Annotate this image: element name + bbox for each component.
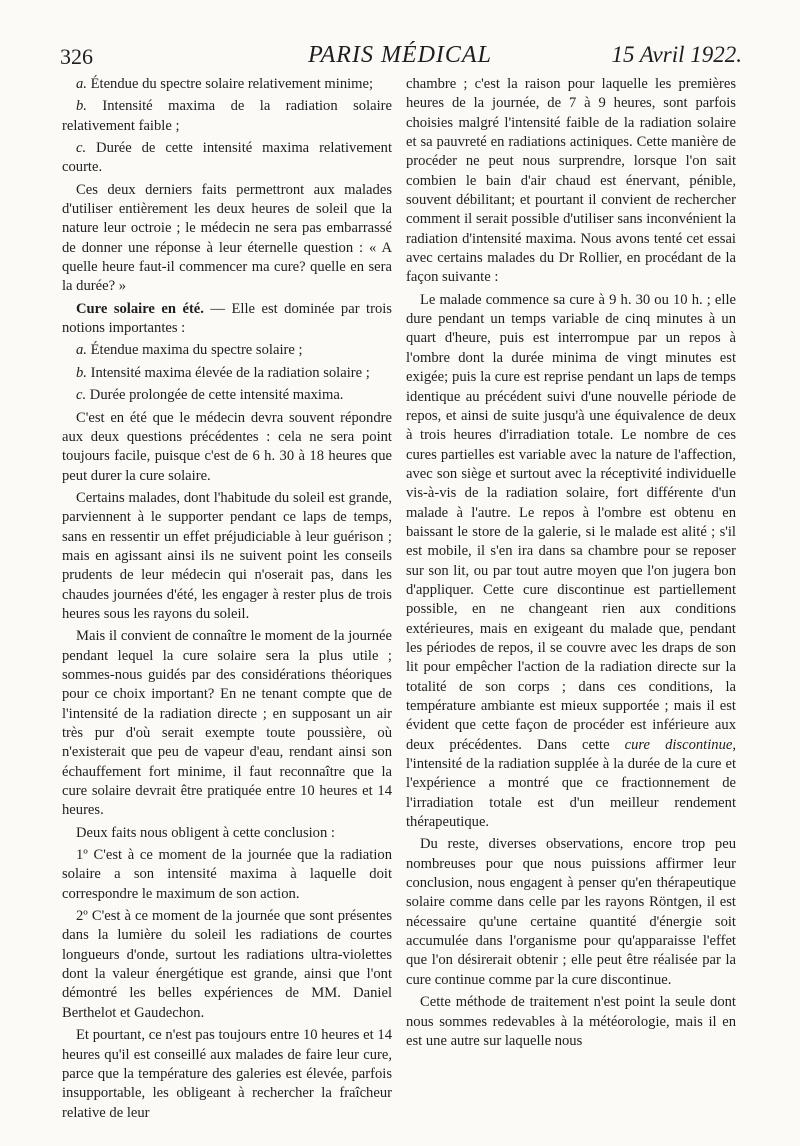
paragraph bbox=[62, 824, 392, 843]
journal-title: PARIS MÉDICAL bbox=[308, 42, 492, 68]
paragraph-text: Intensité maxima de la radiation solaire relativement faible ; bbox=[62, 98, 392, 134]
paragraph-text: C'est en été que le médecin devra souvent répondre aux deux questions précédentes : cela ne sera point toujours facile, puisque c'est de 6 h. 30 à 18 heures que peut durer la cure solaire. bbox=[62, 409, 392, 484]
page-header bbox=[58, 40, 742, 74]
paragraph-text: Durée prolongée de cette intensité maxima. bbox=[86, 387, 344, 404]
issue-date: 15 Avril 1922. bbox=[611, 42, 742, 67]
paragraph bbox=[62, 846, 392, 904]
paragraph bbox=[62, 75, 392, 94]
paragraph-text: Et pourtant, ce n'est pas toujours entre 10 heures et 14 heures qu'il est conseillé aux malades de faire leur cure, parce que la température des galeries est élevée, parfois insupportable, les obligeant à rechercher la fraîcheur relative de leur bbox=[62, 1027, 392, 1121]
paragraph bbox=[62, 300, 392, 339]
paragraph bbox=[406, 75, 736, 288]
emphasis-text: cure discontinue, bbox=[624, 736, 736, 753]
paragraph-text: l'intensité de la radiation supplée à la durée de la cure et l'expérience a montré que ce fractionnement de l'irradiation totale est d'un meilleur rendement thérapeutique. bbox=[406, 756, 736, 831]
list-marker: b. bbox=[76, 98, 87, 115]
paragraph-text: — Elle est dominée par trois notions importantes : bbox=[62, 300, 392, 337]
paragraph bbox=[62, 386, 392, 405]
paragraph bbox=[62, 97, 392, 136]
paragraph-text: Intensité maxima élevée de la radiation solaire ; bbox=[86, 364, 370, 381]
paragraph-text: 2º C'est à ce moment de la journée que sont présentes dans la lumière du soleil les radiations de courtes longueurs d'onde, surtout les radiations ultra-violettes dont la valeur énergétique est grande, ainsi que l'ont démontré les belles expériences de MM. Daniel Berthelot et Gaudechon. bbox=[62, 908, 392, 1021]
paragraph bbox=[62, 907, 392, 1023]
right-column bbox=[406, 75, 736, 1054]
paragraph bbox=[62, 341, 392, 360]
paragraph bbox=[62, 627, 392, 820]
paragraph-text: Étendue du spectre solaire relativement minime; bbox=[86, 76, 374, 92]
paragraph bbox=[62, 139, 392, 178]
list-marker: a. bbox=[76, 342, 87, 359]
list-marker: c. bbox=[76, 140, 87, 157]
paragraph-text: Mais il convient de connaître le moment de la journée pendant lequel la cure solaire sera la plus utile ; sommes-nous guidés par des considérations théoriques pour ce choix important? En ne tenant compte que de l'intensité de la radiation directe ; en supposant un air très pur d'où serait exempte toute poussière, où n'existerait que peu de vapeur d'eau, rendant ainsi son échauffement fort minime, il faut reconnaître que la cure solaire devrait être pratiquée entre 10 heures et 14 heures. bbox=[62, 628, 392, 819]
paragraph bbox=[62, 409, 392, 486]
paragraph bbox=[406, 291, 736, 833]
paragraph-text: Deux faits nous obligent à cette conclusion : bbox=[76, 824, 335, 841]
list-marker: c. bbox=[76, 387, 87, 404]
paragraph bbox=[62, 181, 392, 297]
page-number: 326 bbox=[60, 44, 93, 69]
paragraph bbox=[62, 489, 392, 624]
paragraph bbox=[406, 993, 736, 1051]
paragraph-text: Cette méthode de traitement n'est point la seule dont nous sommes redevables à la météorologie, mais il en est une autre sur laquelle nous bbox=[406, 994, 736, 1049]
paragraph bbox=[406, 835, 736, 990]
paragraph-text: Du reste, diverses observations, encore trop peu nombreuses pour que nous puissions affirmer leur conclusion, nous engagent à penser qu'en thérapeutique solaire comme dans celle par les rayons Röntgen, il est nécessaire qu'une certaine quantité d'énergie soit accumulée dans l'organisme pour qu'apparaisse l'effet que l'on désirerait obtenir ; elle peut être réalisée par la cure continue comme par la cure discontinue. bbox=[406, 836, 736, 988]
paragraph-text: Étendue maxima du spectre solaire ; bbox=[86, 342, 303, 359]
paragraph-text: Durée de cette intensité maxima relativement courte. bbox=[62, 140, 392, 176]
paragraph-text: Certains malades, dont l'habitude du soleil est grande, parviennent à le supporter pendant ce laps de temps, sans en ressentir un effet préjudiciable à leur guérison ; mais en agissant ainsi ils ne suivent point les conseils prudents de leur médecin qui n'oserait pas, dans les chaudes journées d'été, les engager à rester plus de trois heures sous les rayons du soleil. bbox=[62, 489, 392, 622]
paragraph bbox=[62, 1026, 392, 1123]
list-marker: b. bbox=[76, 364, 87, 381]
paragraph-text: Le malade commence sa cure à 9 h. 30 ou 10 h. ; elle dure pendant un temps variable de cinq minutes à un quart d'heure, puis est interrompue par un repos à l'ombre dont la durée minima de vingt minutes est exigée; puis la cure est reprise pendant un laps de temps identique au précédent suivi d'une nouvelle période de repos, et ainsi de suite jusqu'à une équivalence de deux à trois heures d'irradiation totale. Le nombre de ces cures partielles est variable avec la nature de l'affection, avec son siège et surtout avec la réceptivité individuelle vis-à-vis de la radiation solaire, fort différente d'un malade à l'autre. Le repos à l'ombre est obtenu en baissant le store de la galerie, si le malade est alité ; s'il est mobile, il s'en ira dans sa chambre pour se reposer sur son lit, ou par tout autre moyen que l'on jugera bon d'appliquer. Cette cure discontinue est partiellement possible, en ne changeant rien aux conditions extérieures, mais en exigeant du malade que, pendant les périodes de repos, il se couvre avec les draps de son lit pour empêcher l'action de la radiation directe sur la totalité de son corps ; dans ces conditions, la température ambiante est mieux supportée ; mais il est évident que cette façon de procéder est inférieure aux deux précédentes. Dans cette bbox=[406, 291, 736, 753]
list-marker: a. bbox=[76, 76, 87, 92]
paragraph-text: 1º C'est à ce moment de la journée que la radiation solaire a son intensité maxima à laquelle doit correspondre le maximum de son action. bbox=[62, 847, 392, 902]
paragraph bbox=[62, 364, 392, 383]
paragraph-text: chambre ; c'est la raison pour laquelle les premières heures de la journée, de 7 à 9 heures, sont parfois choisies malgré l'intensité faible de la radiation solaire et sa pauvreté en radiations actiniques. Cette manière de procéder ne peut nous surprendre, lorsque l'on sait combien le bain d'air chaud est énervant, pénible, souvent débilitant; et pourtant il convient de rechercher comment il serait possible d'utiliser sans inconvénient la radiation d'intensité maxima. Nous avons tenté cet essai avec certains malades du Dr Rollier, en procédant de la façon suivante : bbox=[406, 76, 736, 286]
left-column bbox=[62, 75, 392, 1126]
paragraph-text: Ces deux derniers faits permettront aux malades d'utiliser entièrement les deux heures de soleil que la nature leur octroie ; le médecin ne sera pas embarrassé de donner une réponse à leur éternelle question : « A quelle heure faut-il commencer ma cure? quelle en sera la durée? » bbox=[62, 181, 392, 295]
section-heading: Cure solaire en été. bbox=[76, 300, 204, 317]
